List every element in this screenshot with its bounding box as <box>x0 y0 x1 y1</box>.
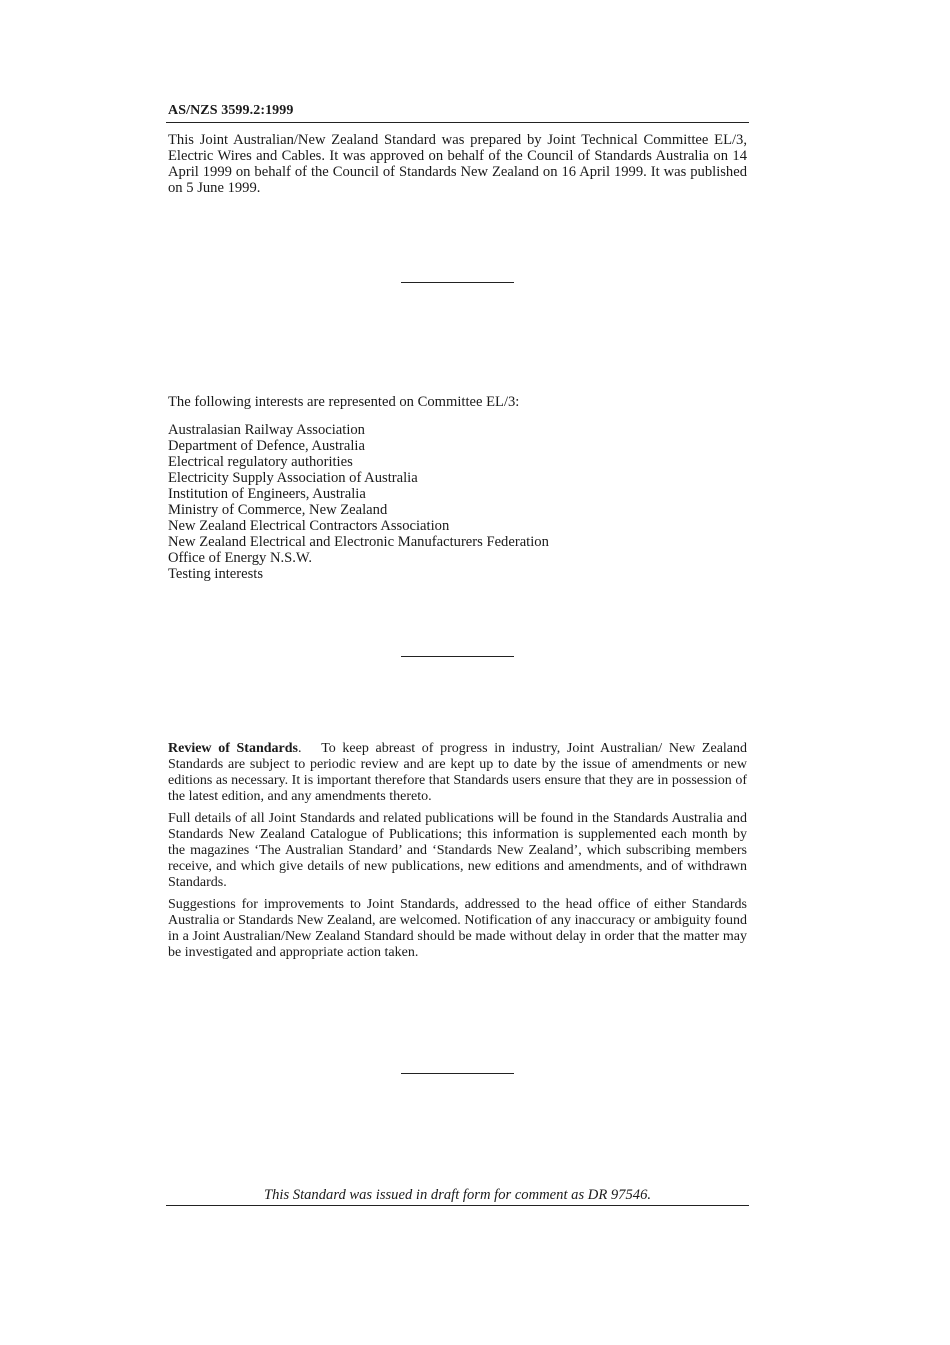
interest-item: Electricity Supply Association of Australia <box>168 470 418 486</box>
header-rule <box>166 122 749 123</box>
interest-item: Institution of Engineers, Australia <box>168 486 366 502</box>
interest-item: Australasian Railway Association <box>168 422 365 438</box>
review-paragraph-2: Full details of all Joint Standards and related publications will be found in the Standards Australia and Standards New Zealand Catalogue of Publications; this information is supplemented each month by the magazines ‘The Australian Standard’ and ‘Standards New Zealand’, which subscribing members receive, and which give details of new publications, new editions and amendments, and of withdrawn Standards. <box>168 811 747 890</box>
interest-item: New Zealand Electrical and Electronic Manufacturers Federation <box>168 534 549 550</box>
document-identifier: AS/NZS 3599.2:1999 <box>168 103 294 118</box>
interest-item: Electrical regulatory authorities <box>168 454 353 470</box>
review-heading: Review of Standards <box>168 741 298 756</box>
review-paragraph-3: Suggestions for improvements to Joint Standards, addressed to the head office of either Standards Australia or Standards New Zealand, are welcomed. Notification of any inaccuracy or ambiguity found in a Joint Australian/New Zealand Standard should be made without delay in order that the matter may be investigated and appropriate action taken. <box>168 897 747 960</box>
footer-rule <box>166 1205 749 1206</box>
interests-list <box>168 422 549 582</box>
interest-item: Office of Energy N.S.W. <box>168 550 313 566</box>
review-of-standards-section <box>168 741 747 967</box>
review-paragraph-1-text: To keep abreast of progress in industry, Joint Australian/ New Zealand Standards are subject to periodic review and are kept up to date by the issue of amendments or new editions as necessary. It is important therefore that Standards users ensure that they are in possession of the latest edition, and any amendments thereto. <box>168 741 748 804</box>
interest-item: Testing interests <box>168 566 264 582</box>
interest-item: New Zealand Electrical Contractors Association <box>168 518 450 534</box>
interests-intro: The following interests are represented on Committee EL/3: <box>168 394 520 410</box>
review-heading-punct: . <box>297 741 302 756</box>
section-divider-3 <box>401 1073 514 1074</box>
section-divider-1 <box>401 282 514 283</box>
preparation-statement: This Joint Australian/New Zealand Standard was prepared by Joint Technical Committee EL/3, Electric Wires and Cables. It was approved on behalf of the Council of Standards Australia on 14 April 1999 on behalf of the Council of Standards New Zealand on 16 April 1999. It was published on 5 June 1999. <box>168 132 747 196</box>
draft-note: This Standard was issued in draft form for comment as DR 97546. <box>263 1187 652 1203</box>
review-paragraph-1 <box>168 741 747 805</box>
section-divider-2 <box>401 656 514 657</box>
interest-item: Department of Defence, Australia <box>168 438 365 454</box>
interest-item: Ministry of Commerce, New Zealand <box>168 502 388 518</box>
